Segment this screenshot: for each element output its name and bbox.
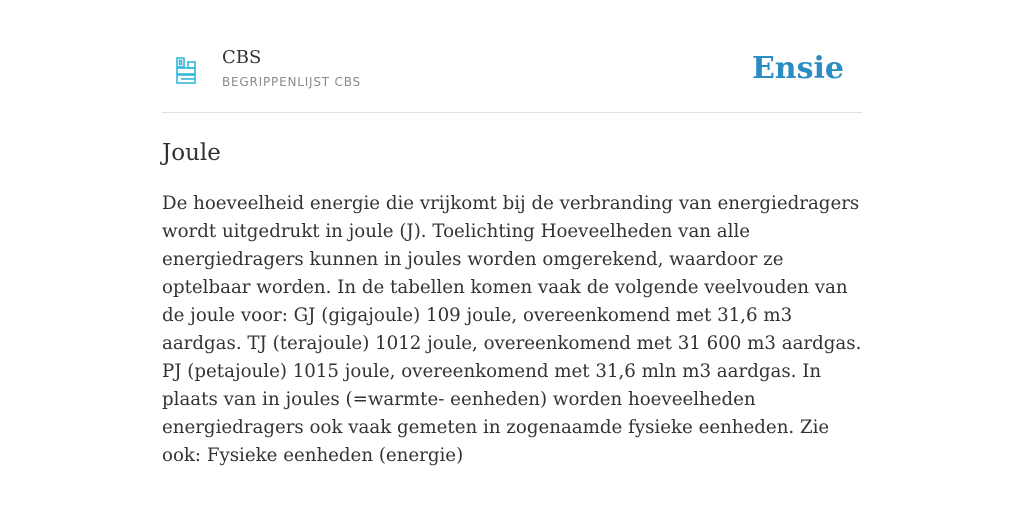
source-name: CBS	[222, 47, 262, 68]
definition-card	[162, 0, 862, 466]
entry-title: Joule	[162, 140, 221, 166]
card-header	[162, 0, 862, 113]
cbs-logo-icon	[175, 56, 197, 86]
brand-logo[interactable]: Ensie	[751, 51, 844, 86]
entry-definition: De hoeveelheid energie die vrijkomt bij de verbranding van energiedragers wordt uitgedrukt in joule (J). Toelichting Hoeveelheden van alle energiedragers kunnen in joules worden omgerekend, waardoor ze optelbaar worden. In de tabellen komen vaak de volgende veelvouden van de joule voor: GJ (gigajoule) 109 joule, overeenkomend met 31,6 m3 aardgas. TJ (terajoule) 1012 joule, overeenkomend met 31 600 m3 aardgas. PJ (petajoule) 1015 joule, overeenkomend met 31,6 mln m3 aardgas. In plaats van in joules (=warmte- eenheden) worden hoeveelheden energiedragers ook vaak gemeten in zogenaamde fysieke eenheden. Zie ook: Fysieke eenheden (energie)	[162, 193, 862, 466]
source-subtitle: BEGRIPPENLIJST CBS	[222, 75, 361, 89]
